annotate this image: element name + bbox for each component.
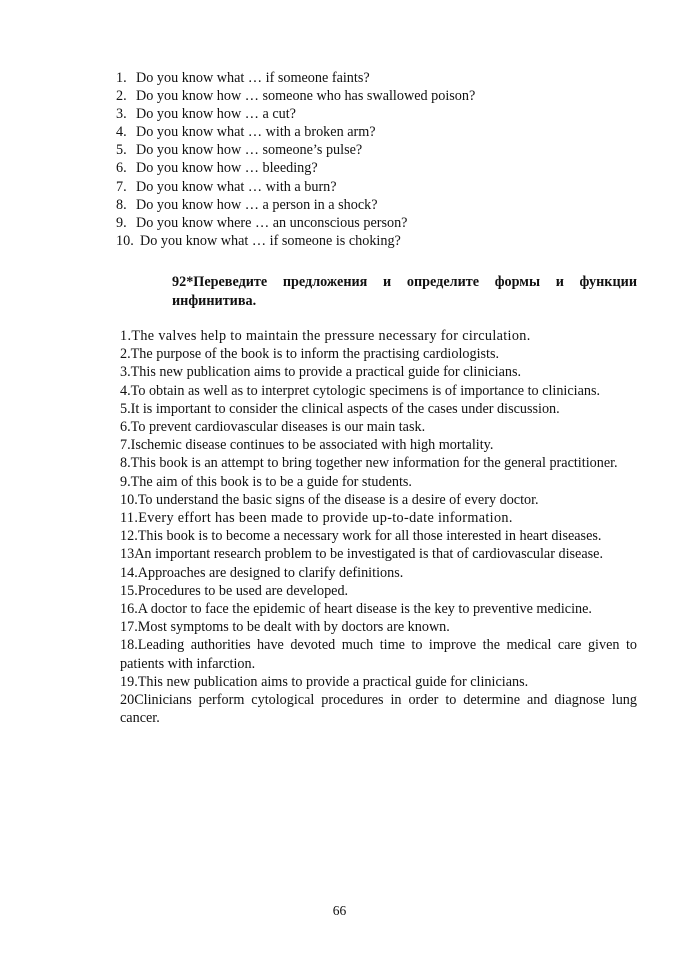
item-text: Do you know how … a cut?: [136, 106, 296, 123]
sentence-item: 13An important research problem to be investigated is that of cardiovascular disease.: [120, 546, 604, 563]
item-number: 9.: [116, 214, 127, 231]
sentence-item: 5.It is important to consider the clinical aspects of the cases under discussion.: [120, 400, 560, 417]
item-text: Do you know what … with a burn?: [136, 178, 337, 195]
item-number: 3.: [116, 106, 127, 123]
sentence-item: 4.To obtain as well as to interpret cytologic specimens is of importance to clinicians.: [120, 382, 601, 399]
item-number: 10.: [116, 232, 134, 249]
item-text: Do you know how … someone’s pulse?: [136, 142, 363, 159]
list-item: [116, 214, 636, 232]
task-heading: 92*Переведите предложения и определите формы и функции инфинитива.: [172, 274, 637, 309]
sentence-item: 11.Every effort has been made to provide up-to-date information.: [120, 510, 513, 527]
item-text: Do you know how … bleeding?: [136, 160, 318, 177]
sentence-item: 19.This new publication aims to provide a practical guide for clinicians.: [120, 673, 529, 690]
sentence-item: 10.To understand the basic signs of the disease is a desire of every doctor.: [120, 491, 539, 508]
sentence-item: 9.The aim of this book is to be a guide for students.: [120, 473, 412, 490]
item-text: Do you know what … if someone faints?: [136, 70, 370, 86]
item-number: 5.: [116, 142, 127, 159]
item-text: Do you know how … a person in a shock?: [136, 196, 378, 213]
list-item: [116, 87, 636, 105]
page-number: 66: [332, 903, 347, 918]
list-item: [116, 123, 636, 141]
list-item: [116, 159, 636, 177]
sentence-item: 7.Ischemic disease continues to be associated with high mortality.: [120, 437, 494, 454]
list-item: [116, 141, 636, 159]
item-text: Do you know what … with a broken arm?: [136, 124, 376, 141]
item-text: Do you know how … someone who has swallowed poison?: [136, 88, 476, 105]
item-number: 8.: [116, 196, 127, 213]
sentence-item: 6.To prevent cardiovascular diseases is our main task.: [120, 419, 426, 436]
list-item: [116, 105, 636, 123]
item-number: 4.: [116, 124, 127, 141]
sentence-item: 18.Leading authorities have devoted much time to improve the medical care given to patients with infarction.: [120, 637, 637, 672]
list-item: [116, 196, 636, 214]
item-text: Do you know what … if someone is choking?: [140, 232, 401, 249]
sentence-item: 8.This book is an attempt to bring together new information for the general practitioner.: [120, 455, 618, 472]
item-number: 1.: [116, 70, 127, 86]
sentence-item: 2.The purpose of the book is to inform the practising cardiologists.: [120, 346, 500, 363]
list-item: [116, 232, 636, 250]
sentence-item: 15.Procedures to be used are developed.: [120, 582, 349, 599]
item-number: 2.: [116, 88, 127, 105]
list-item: [116, 69, 636, 87]
list-item: [116, 178, 636, 196]
sentence-item: 1.The valves help to maintain the pressure necessary for circulation.: [120, 328, 531, 344]
item-number: 7.: [116, 178, 127, 195]
sentence-item: 20Clinicians perform cytological procedures in order to determine and diagnose lung cancer.: [120, 692, 637, 727]
sentence-item: 12.This book is to become a necessary work for all those interested in heart diseases.: [120, 528, 602, 545]
question-list: [116, 69, 636, 250]
item-text: Do you know where … an unconscious person?: [136, 214, 408, 231]
sentence-item: 17.Most symptoms to be dealt with by doctors are known.: [120, 619, 450, 636]
sentence-item: 16.A doctor to face the epidemic of heart disease is the key to preventive medicine.: [120, 601, 592, 618]
sentence-item: 14.Approaches are designed to clarify definitions.: [120, 564, 404, 581]
sentence-item: 3.This new publication aims to provide a practical guide for clinicians.: [120, 364, 522, 381]
sentence-list: [120, 327, 637, 727]
item-number: 6.: [116, 160, 127, 177]
